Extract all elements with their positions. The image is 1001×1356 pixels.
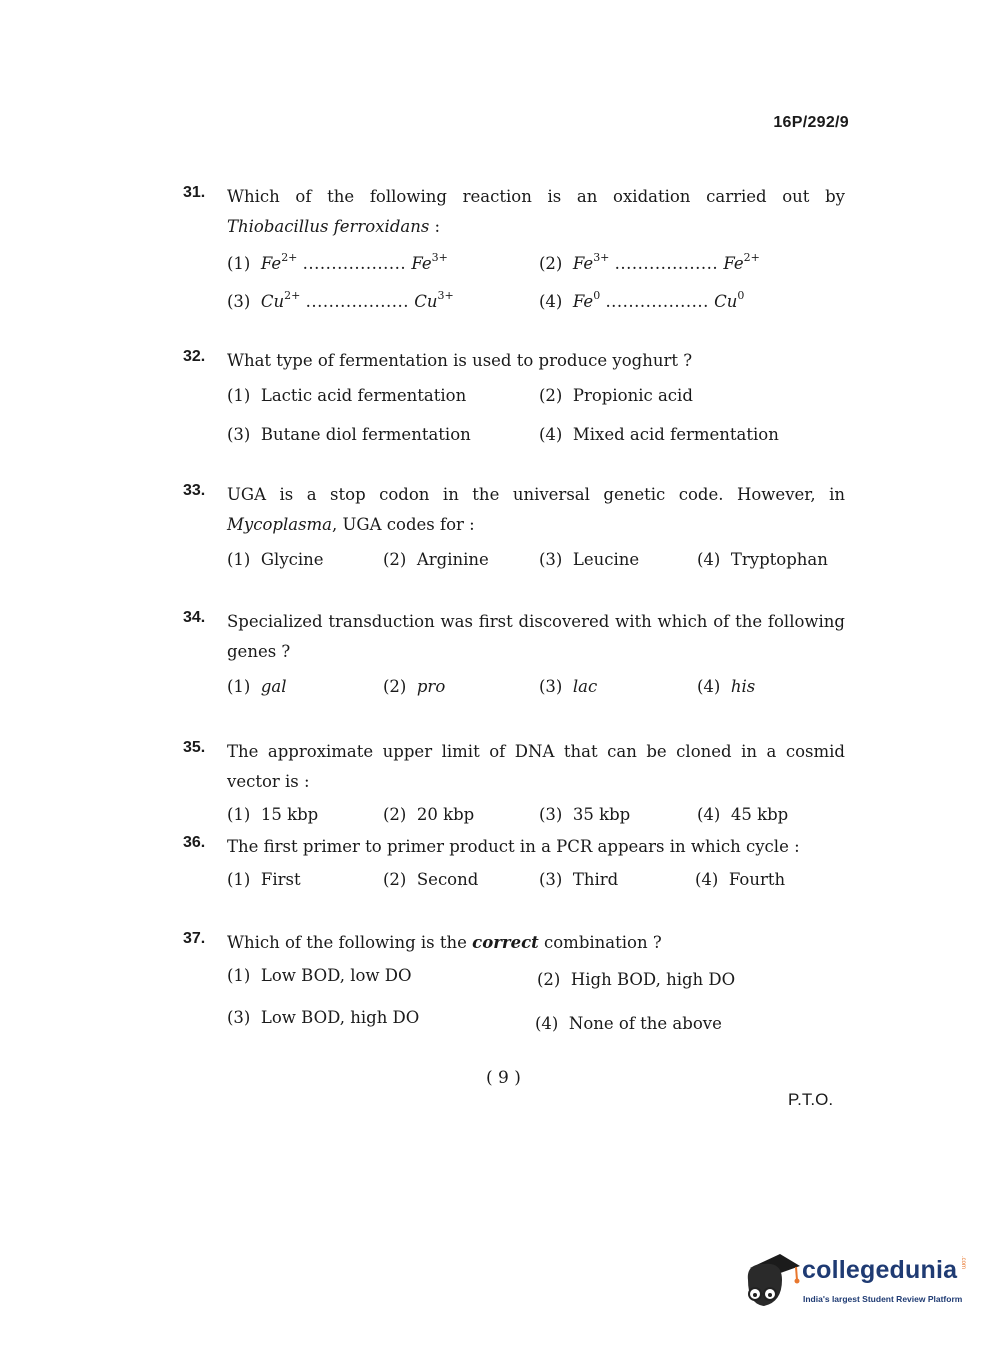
option-4: (4) Fe$^0$ .................. Cu$^0$ bbox=[539, 289, 745, 311]
watermark-logo bbox=[742, 1250, 972, 1320]
question-text: UGA is a stop codon in the universal genetic code. However, in Mycoplasma, UGA codes for : bbox=[227, 485, 845, 534]
pto-label: P.T.O. bbox=[788, 1090, 834, 1109]
option-4: (4) 45 kbp bbox=[697, 805, 789, 824]
question-text: The first primer to primer product in a PCR appears in which cycle : bbox=[227, 837, 800, 856]
option-4: (4) Mixed acid fermentation bbox=[539, 425, 779, 444]
option-3: (3) Butane diol fermentation bbox=[227, 425, 471, 444]
option-1: (1) Lactic acid fermentation bbox=[227, 386, 467, 405]
question-33 bbox=[183, 480, 845, 569]
option-2: (2) Second bbox=[383, 870, 479, 889]
paper-code: 16P/292/9 bbox=[773, 114, 849, 131]
option-2: (2) 20 kbp bbox=[383, 805, 475, 824]
question-text: The approximate upper limit of DNA that can be cloned in a cosmid vector is : bbox=[227, 742, 845, 791]
question-number: 35. bbox=[183, 739, 206, 756]
option-1: (1) Low BOD, low DO bbox=[227, 966, 412, 985]
option-1: (1) Glycine bbox=[227, 550, 324, 569]
question-32 bbox=[183, 346, 845, 444]
question-text: Specialized transduction was first discovered with which of the following genes ? bbox=[227, 612, 845, 661]
question-text: Which of the following reaction is an oxidation carried out by Thiobacillus ferroxidans : bbox=[227, 187, 845, 236]
option-3: (3) Low BOD, high DO bbox=[227, 1008, 420, 1027]
question-37 bbox=[183, 928, 845, 1033]
option-3: (3) $Cu^{2+}$ .................. $Cu^{3+}$ bbox=[227, 289, 454, 311]
question-number: 31. bbox=[183, 184, 206, 201]
brand-suffix: .com bbox=[960, 1256, 966, 1270]
mascot-icon bbox=[742, 1250, 802, 1320]
question-number: 32. bbox=[183, 348, 206, 365]
question-number: 37. bbox=[183, 930, 206, 947]
brand-name: collegedunia bbox=[802, 1256, 958, 1284]
question-35 bbox=[183, 737, 845, 824]
option-2: (2) $Fe^{3+}$ .................. $Fe^{2+}$ bbox=[539, 251, 760, 273]
question-text: Which of the following is the correct combination ? bbox=[227, 933, 662, 952]
page-number: ( 9 ) bbox=[486, 1068, 521, 1088]
option-2: (2) High BOD, high DO bbox=[537, 970, 736, 989]
option-1: (1) First bbox=[227, 870, 301, 889]
question-34 bbox=[183, 607, 845, 696]
question-text: What type of fermentation is used to produce yoghurt ? bbox=[227, 351, 693, 370]
question-number: 34. bbox=[183, 609, 206, 626]
option-4: (4) None of the above bbox=[535, 1014, 722, 1033]
option-3: (3) Third bbox=[539, 870, 619, 889]
option-1: (1) $Fe^{2+}$ .................. $Fe^{3+}$ bbox=[227, 251, 448, 273]
option-1: (1) 15 kbp bbox=[227, 805, 319, 824]
question-number: 33. bbox=[183, 482, 206, 499]
option-4: (4) Tryptophan bbox=[697, 550, 828, 569]
option-3: (3) Leucine bbox=[539, 550, 640, 569]
option-2: (2) Arginine bbox=[383, 550, 489, 569]
option-4: (4) Fourth bbox=[695, 870, 786, 889]
brand-tagline: India's largest Student Review Platform bbox=[803, 1294, 963, 1304]
option-1: (1) gal bbox=[227, 677, 287, 696]
option-3: (3) 35 kbp bbox=[539, 805, 631, 824]
options bbox=[227, 242, 845, 322]
option-2: (2) pro bbox=[383, 677, 446, 696]
question-31 bbox=[183, 182, 845, 322]
option-3: (3) lac bbox=[539, 677, 598, 696]
option-4: (4) his bbox=[697, 677, 756, 696]
question-number: 36. bbox=[183, 834, 206, 851]
question-36 bbox=[183, 832, 845, 889]
option-2: (2) Propionic acid bbox=[539, 386, 693, 405]
